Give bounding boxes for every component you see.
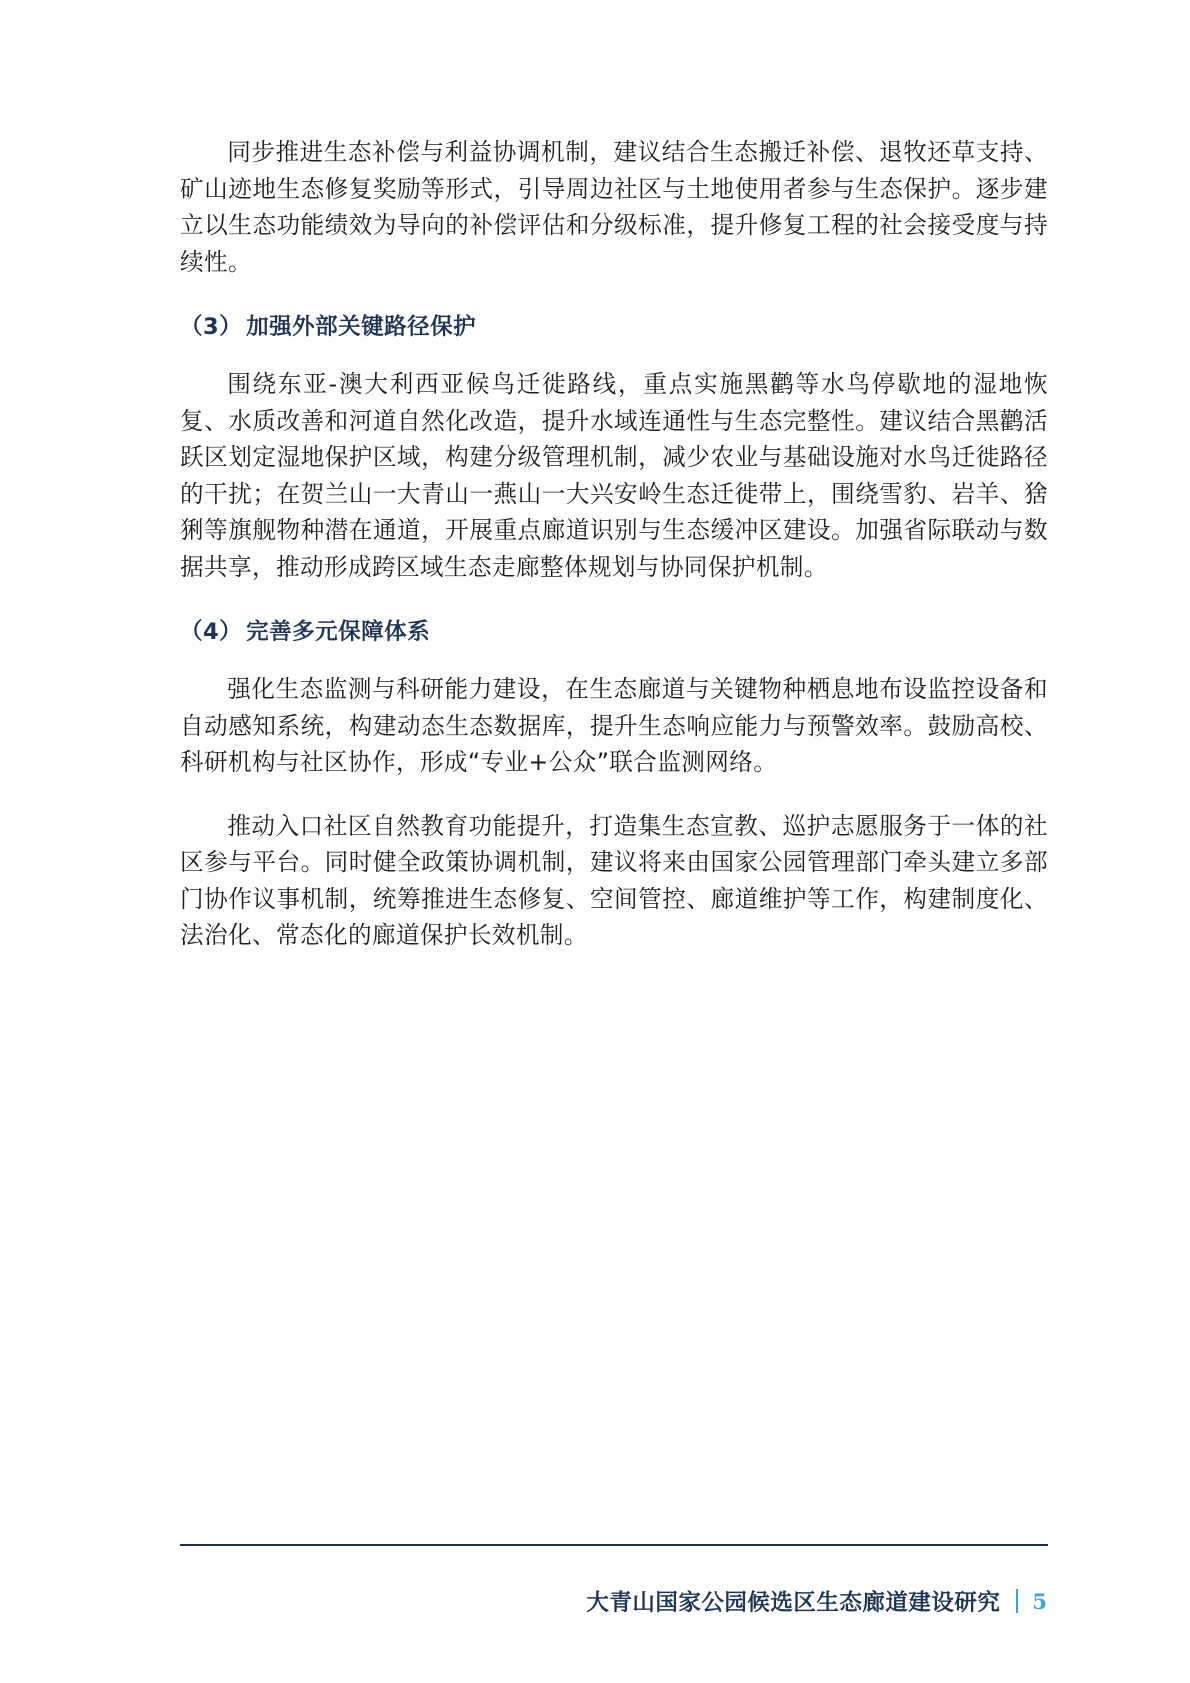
section-number-4: （4） [180,619,243,645]
section-title-4: 完善多元保障体系 [246,619,431,645]
section-heading-4 [180,612,1048,652]
footer-divider [180,1544,1048,1546]
section-title-3: 加强外部关键路径保护 [246,314,477,340]
footer-document-title: 大青山国家公园候选区生态廊道建设研究 [586,1590,1001,1616]
page-footer [586,1584,1047,1618]
paragraph-community-participation: 推动入口社区自然教育功能提升，打造集生态宣教、巡护志愿服务于一体的社区参与平台。同时健全政策协调机制，建议将来由国家公园管理部门牵头建立多部门协作议事机制，统筹推进生态修复、空间管控、廊道维护等工作，构建制度化、法治化、常态化的廊道保护长效机制。 [180,811,1048,949]
section-number-3: （3） [180,314,243,340]
section-heading-3 [180,307,1048,347]
document-body [180,134,1048,981]
footer-separator [1016,1589,1018,1613]
paragraph-migration-path-protection: 围绕东亚-澳大利西亚候鸟迁徙路线，重点实施黑鹳等水鸟停歇地的湿地恢复、水质改善和河道自然化改造，提升水域连通性与生态完整性。建议结合黑鹳活跃区划定湿地保护区域，构建分级管理机制，减少农业与基础设施对水鸟迁徙路径的干扰；在贺兰山一大青山一燕山一大兴安岭生态迁徙带上，围绕雪豹、岩羊、猞猁等旗舰物种潜在通道，开展重点廊道识别与生态缓冲区建设。加强省际联动与数据共享，推动形成跨区域生态走廊整体规划与协同保护机制。 [180,370,1048,581]
paragraph-monitoring-capacity: 强化生态监测与科研能力建设，在生态廊道与关键物种栖息地布设监控设备和自动感知系统，构建动态生态数据库，提升生态响应能力与预警效率。鼓励高校、科研机构与社区协作，形成“专业+公众”联合监测网络。 [180,675,1048,776]
page-number: 5 [1032,1588,1047,1614]
paragraph-ecological-compensation: 同步推进生态补偿与利益协调机制，建议结合生态搬迁补偿、退牧还草支持、矿山迹地生态修复奖励等形式，引导周边社区与土地使用者参与生态保护。逐步建立以生态功能绩效为导向的补偿评估和分级标准，提升修复工程的社会接受度与持续性。 [180,138,1048,276]
